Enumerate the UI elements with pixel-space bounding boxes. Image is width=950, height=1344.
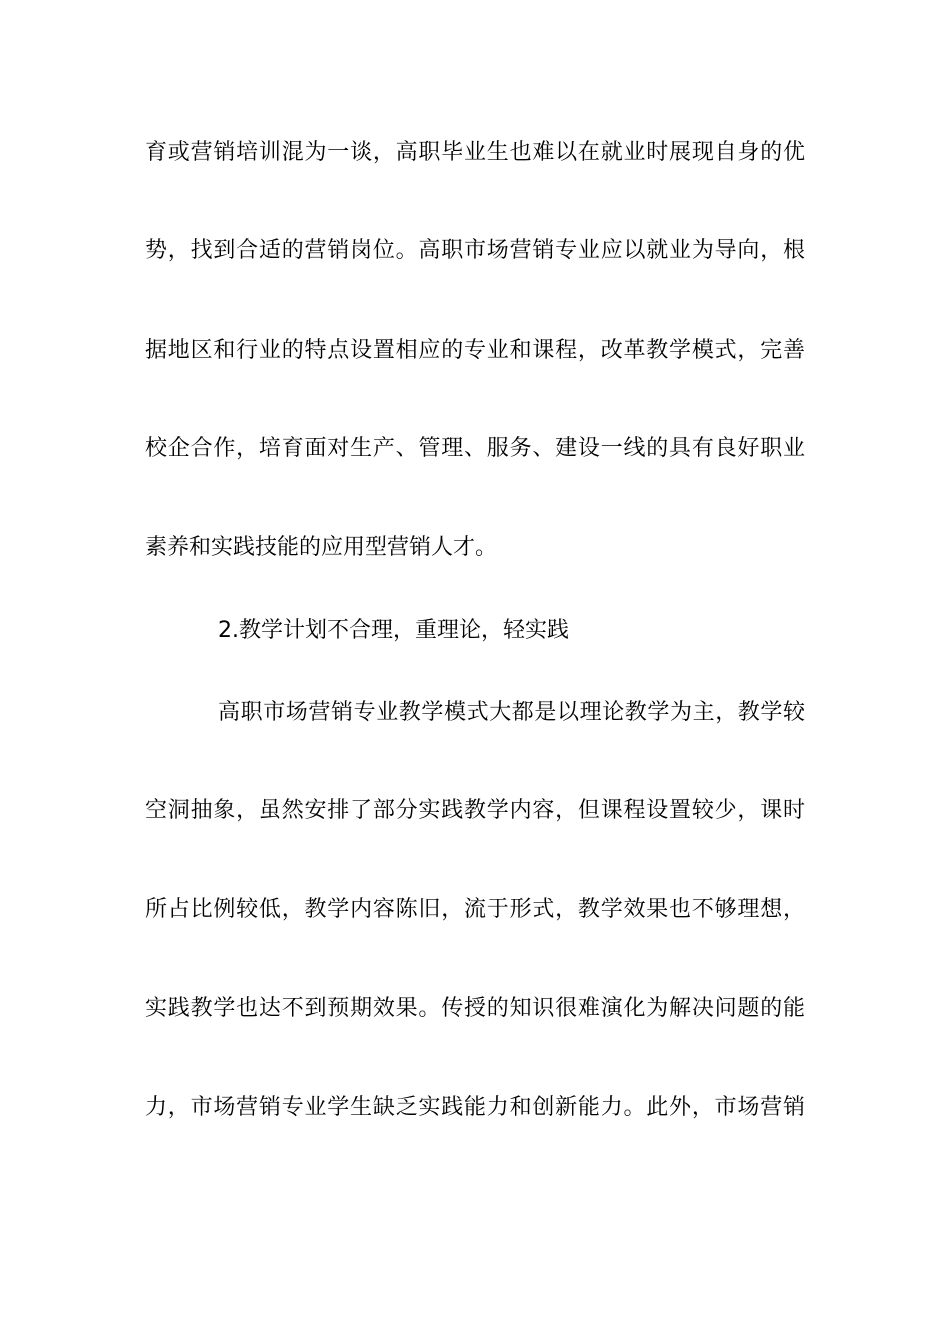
paragraph-line: 育或营销培训混为一谈，高职毕业生也难以在就业时展现自身的优 bbox=[145, 140, 805, 165]
paragraph-line: 据地区和行业的特点设置相应的专业和课程，改革教学模式，完善 bbox=[145, 338, 805, 363]
paragraph-line: 校企合作，培育面对生产、管理、服务、建设一线的具有良好职业 bbox=[145, 436, 805, 461]
paragraph-line: 势，找到合适的营销岗位。高职市场营销专业应以就业为导向，根 bbox=[145, 238, 805, 263]
section-heading: 2.教学计划不合理，重理论，轻实践 bbox=[218, 618, 569, 643]
paragraph-line: 实践教学也达不到预期效果。传授的知识很难演化为解决问题的能 bbox=[145, 996, 805, 1021]
paragraph-line: 空洞抽象，虽然安排了部分实践教学内容，但课程设置较少，课时 bbox=[145, 798, 805, 823]
paragraph-line: 力，市场营销专业学生缺乏实践能力和创新能力。此外，市场营销 bbox=[145, 1095, 805, 1120]
paragraph-line: 高职市场营销专业教学模式大都是以理论教学为主，教学较 bbox=[218, 700, 805, 725]
paragraph-line: 素养和实践技能的应用型营销人才。 bbox=[145, 535, 498, 560]
paragraph-line: 所占比例较低，教学内容陈旧，流于形式，教学效果也不够理想， bbox=[145, 897, 805, 922]
